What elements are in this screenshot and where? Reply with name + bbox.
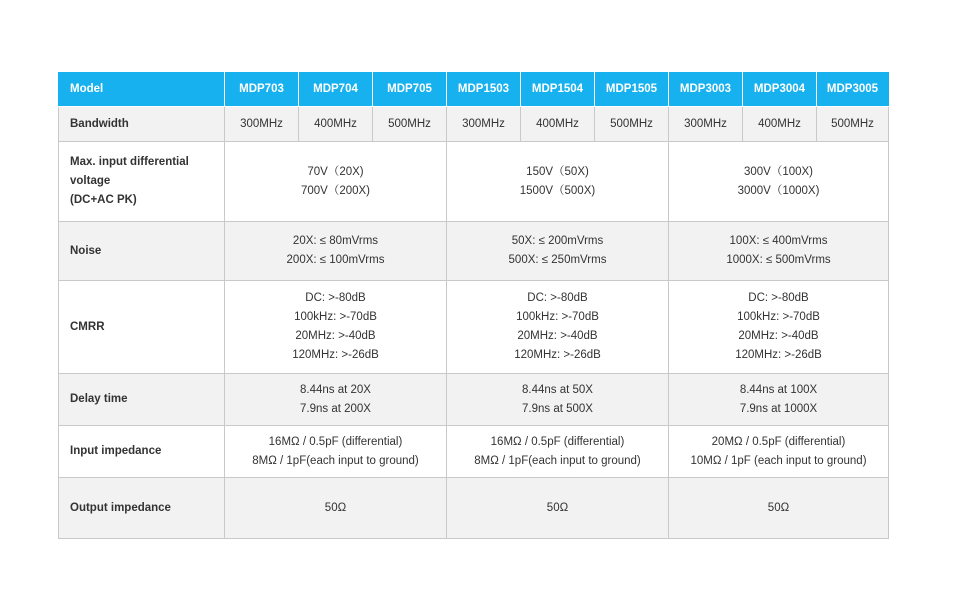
model-header: MDP3004 (743, 73, 817, 107)
value-line: 100kHz: >-70dB (294, 311, 377, 323)
value-line: 16MΩ / 0.5pF (differential) (490, 435, 625, 448)
output-impedance-cell: 50Ω (447, 478, 669, 539)
output-impedance-cell: 50Ω (225, 478, 447, 539)
output-impedance-cell: 50Ω (669, 478, 889, 539)
value-line: 8.44ns at 50X (522, 383, 593, 396)
header-row (59, 73, 889, 107)
delay-cell (669, 374, 889, 426)
value-line: 7.9ns at 500X (522, 402, 593, 415)
bandwidth-cell: 500MHz (595, 107, 669, 142)
delay-row (59, 374, 889, 426)
row-label: Output impedance (59, 478, 225, 539)
value-line: 1000X: ≤ 500mVrms (726, 254, 831, 266)
value-line: 3000V（1000X) (737, 184, 820, 197)
row-label: Noise (59, 222, 225, 281)
bandwidth-cell: 300MHz (447, 107, 521, 142)
value-line: 200X: ≤ 100mVrms (286, 254, 385, 266)
spec-table (58, 72, 889, 539)
value-line: 100kHz: >-70dB (516, 311, 599, 323)
value-line: 20X: ≤ 80mVrms (292, 235, 379, 247)
noise-cell (447, 222, 669, 281)
value-line: DC: >-80dB (527, 292, 588, 304)
noise-cell (669, 222, 889, 281)
value-line: 8.44ns at 20X (300, 383, 371, 396)
value-line: 8MΩ / 1pF(each input to ground) (474, 454, 641, 467)
value-line: 700V（200X) (300, 184, 371, 197)
row-label: Input impedance (59, 426, 225, 478)
value-line: 120MHz: >-26dB (514, 349, 601, 361)
value-line: 7.9ns at 200X (300, 402, 371, 415)
value-line: 10MΩ / 1pF (each input to ground) (690, 454, 867, 467)
input-impedance-cell (447, 426, 669, 478)
bandwidth-cell: 400MHz (521, 107, 595, 142)
cmrr-cell (669, 281, 889, 374)
value-line: 8MΩ / 1pF(each input to ground) (252, 454, 419, 467)
max-input-cell (669, 142, 889, 222)
input-impedance-row (59, 426, 889, 478)
model-header: MDP704 (299, 73, 373, 107)
value-line: 50X: ≤ 200mVrms (511, 235, 604, 247)
model-header: MDP1503 (447, 73, 521, 107)
value-line: 20MHz: >-40dB (295, 330, 376, 342)
input-impedance-cell (669, 426, 889, 478)
value-line: 70V（20X) (307, 165, 364, 178)
row-label (59, 142, 225, 222)
delay-cell (447, 374, 669, 426)
value-line: 150V（50X) (526, 165, 589, 178)
bandwidth-cell: 300MHz (669, 107, 743, 142)
value-line: 8.44ns at 100X (739, 383, 818, 396)
model-header: MDP3005 (817, 73, 889, 107)
row-label: Bandwidth (59, 107, 225, 142)
row-label: CMRR (59, 281, 225, 374)
cmrr-cell (447, 281, 669, 374)
model-header: MDP1504 (521, 73, 595, 107)
value-line: 7.9ns at 1000X (739, 402, 818, 415)
output-impedance-row (59, 478, 889, 539)
max-input-cell (225, 142, 447, 222)
cmrr-row (59, 281, 889, 374)
noise-cell (225, 222, 447, 281)
value-line: 20MHz: >-40dB (738, 330, 819, 342)
label-line: (DC+AC PK) (70, 194, 137, 206)
value-line: 300V（100X) (743, 165, 814, 178)
value-line: DC: >-80dB (748, 292, 809, 304)
bandwidth-cell: 500MHz (817, 107, 889, 142)
header-label: Model (59, 73, 225, 107)
bandwidth-cell: 400MHz (299, 107, 373, 142)
value-line: 120MHz: >-26dB (292, 349, 379, 361)
value-line: 500X: ≤ 250mVrms (508, 254, 607, 266)
value-line: 20MHz: >-40dB (517, 330, 598, 342)
label-line: Max. input differential (70, 156, 189, 168)
noise-row (59, 222, 889, 281)
value-line: 120MHz: >-26dB (735, 349, 822, 361)
cmrr-cell (225, 281, 447, 374)
label-line: voltage (70, 175, 111, 187)
bandwidth-cell: 500MHz (373, 107, 447, 142)
value-line: 16MΩ / 0.5pF (differential) (268, 435, 403, 448)
max-input-cell (447, 142, 669, 222)
model-header: MDP703 (225, 73, 299, 107)
value-line: 100X: ≤ 400mVrms (729, 235, 828, 247)
model-header: MDP705 (373, 73, 447, 107)
model-header: MDP1505 (595, 73, 669, 107)
row-label: Delay time (59, 374, 225, 426)
input-impedance-cell (225, 426, 447, 478)
bandwidth-cell: 400MHz (743, 107, 817, 142)
delay-cell (225, 374, 447, 426)
bandwidth-row (59, 107, 889, 142)
model-header: MDP3003 (669, 73, 743, 107)
max-input-row (59, 142, 889, 222)
value-line: 100kHz: >-70dB (737, 311, 820, 323)
value-line: 20MΩ / 0.5pF (differential) (711, 435, 846, 448)
bandwidth-cell: 300MHz (225, 107, 299, 142)
value-line: 1500V（500X) (519, 184, 596, 197)
value-line: DC: >-80dB (305, 292, 366, 304)
